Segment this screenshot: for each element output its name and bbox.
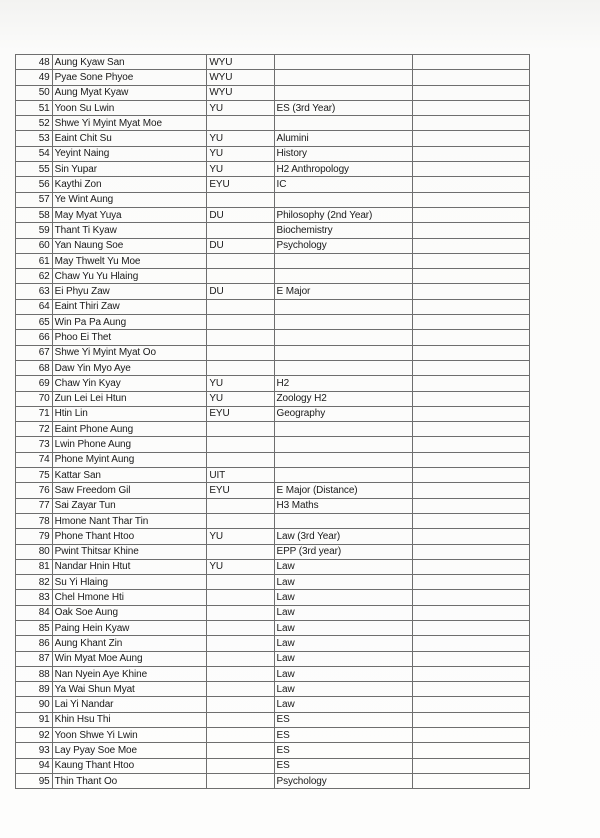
name-cell: Phone Myint Aung bbox=[52, 452, 207, 467]
major-cell bbox=[274, 513, 412, 528]
major-cell: Law bbox=[274, 666, 412, 681]
blank-cell bbox=[412, 146, 529, 161]
table-row bbox=[16, 376, 530, 391]
name-cell: Eaint Chit Su bbox=[52, 131, 207, 146]
blank-cell bbox=[412, 406, 529, 421]
row-number-cell: 55 bbox=[16, 162, 53, 177]
table-row bbox=[16, 131, 530, 146]
university-cell: DU bbox=[207, 238, 274, 253]
name-cell: Yoon Su Lwin bbox=[52, 100, 207, 115]
blank-cell bbox=[412, 315, 529, 330]
major-cell bbox=[274, 437, 412, 452]
table-row bbox=[16, 651, 530, 666]
name-cell: Lay Pyay Soe Moe bbox=[52, 743, 207, 758]
name-cell: Eaint Thiri Zaw bbox=[52, 299, 207, 314]
university-cell bbox=[207, 437, 274, 452]
blank-cell bbox=[412, 697, 529, 712]
table-row bbox=[16, 100, 530, 115]
blank-cell bbox=[412, 192, 529, 207]
name-cell: Khin Hsu Thi bbox=[52, 712, 207, 727]
row-number-cell: 91 bbox=[16, 712, 53, 727]
table-row bbox=[16, 162, 530, 177]
name-cell: Kattar San bbox=[52, 468, 207, 483]
name-cell: Thin Thant Oo bbox=[52, 773, 207, 788]
blank-cell bbox=[412, 162, 529, 177]
blank-cell bbox=[412, 238, 529, 253]
blank-cell bbox=[412, 666, 529, 681]
university-cell: YU bbox=[207, 100, 274, 115]
name-cell: Lai Yi Nandar bbox=[52, 697, 207, 712]
table-row bbox=[16, 513, 530, 528]
row-number-cell: 85 bbox=[16, 620, 53, 635]
major-cell bbox=[274, 315, 412, 330]
row-number-cell: 60 bbox=[16, 238, 53, 253]
table-row bbox=[16, 483, 530, 498]
name-cell: Shwe Yi Myint Myat Moe bbox=[52, 116, 207, 131]
row-number-cell: 94 bbox=[16, 758, 53, 773]
blank-cell bbox=[412, 758, 529, 773]
university-cell bbox=[207, 192, 274, 207]
row-number-cell: 92 bbox=[16, 728, 53, 743]
row-number-cell: 56 bbox=[16, 177, 53, 192]
table-row bbox=[16, 55, 530, 70]
table-row bbox=[16, 682, 530, 697]
row-number-cell: 63 bbox=[16, 284, 53, 299]
row-number-cell: 70 bbox=[16, 391, 53, 406]
row-number-cell: 65 bbox=[16, 315, 53, 330]
row-number-cell: 61 bbox=[16, 253, 53, 268]
blank-cell bbox=[412, 605, 529, 620]
major-cell: Zoology H2 bbox=[274, 391, 412, 406]
blank-cell bbox=[412, 116, 529, 131]
name-cell: Chaw Yu Yu Hlaing bbox=[52, 269, 207, 284]
blank-cell bbox=[412, 743, 529, 758]
row-number-cell: 93 bbox=[16, 743, 53, 758]
blank-cell bbox=[412, 422, 529, 437]
name-cell: Saw Freedom Gil bbox=[52, 483, 207, 498]
name-cell: Yeyint Naing bbox=[52, 146, 207, 161]
university-cell: WYU bbox=[207, 55, 274, 70]
university-cell bbox=[207, 116, 274, 131]
university-cell bbox=[207, 682, 274, 697]
blank-cell bbox=[412, 100, 529, 115]
university-cell bbox=[207, 697, 274, 712]
table-row bbox=[16, 728, 530, 743]
name-cell: Oak Soe Aung bbox=[52, 605, 207, 620]
major-cell: Law bbox=[274, 605, 412, 620]
blank-cell bbox=[412, 712, 529, 727]
row-number-cell: 54 bbox=[16, 146, 53, 161]
name-cell: Aung Kyaw San bbox=[52, 55, 207, 70]
row-number-cell: 78 bbox=[16, 513, 53, 528]
row-number-cell: 59 bbox=[16, 223, 53, 238]
blank-cell bbox=[412, 177, 529, 192]
name-cell: May Myat Yuya bbox=[52, 207, 207, 222]
row-number-cell: 76 bbox=[16, 483, 53, 498]
major-cell bbox=[274, 269, 412, 284]
major-cell bbox=[274, 345, 412, 360]
university-cell: EYU bbox=[207, 177, 274, 192]
blank-cell bbox=[412, 590, 529, 605]
university-cell bbox=[207, 345, 274, 360]
university-cell bbox=[207, 330, 274, 345]
university-cell bbox=[207, 605, 274, 620]
row-number-cell: 77 bbox=[16, 498, 53, 513]
row-number-cell: 82 bbox=[16, 575, 53, 590]
blank-cell bbox=[412, 345, 529, 360]
table-row bbox=[16, 590, 530, 605]
row-number-cell: 50 bbox=[16, 85, 53, 100]
university-cell: WYU bbox=[207, 70, 274, 85]
university-cell bbox=[207, 360, 274, 375]
blank-cell bbox=[412, 284, 529, 299]
blank-cell bbox=[412, 223, 529, 238]
name-cell: Win Myat Moe Aung bbox=[52, 651, 207, 666]
university-cell bbox=[207, 299, 274, 314]
major-cell: Psychology bbox=[274, 773, 412, 788]
blank-cell bbox=[412, 575, 529, 590]
row-number-cell: 71 bbox=[16, 406, 53, 421]
blank-cell bbox=[412, 513, 529, 528]
blank-cell bbox=[412, 330, 529, 345]
major-cell: H3 Maths bbox=[274, 498, 412, 513]
name-cell: Eaint Phone Aung bbox=[52, 422, 207, 437]
university-cell bbox=[207, 544, 274, 559]
blank-cell bbox=[412, 773, 529, 788]
table-row bbox=[16, 360, 530, 375]
table-row bbox=[16, 146, 530, 161]
blank-cell bbox=[412, 529, 529, 544]
row-number-cell: 75 bbox=[16, 468, 53, 483]
university-cell bbox=[207, 269, 274, 284]
name-cell: Phoo Ei Thet bbox=[52, 330, 207, 345]
major-cell bbox=[274, 192, 412, 207]
row-number-cell: 49 bbox=[16, 70, 53, 85]
university-cell bbox=[207, 728, 274, 743]
major-cell: Law bbox=[274, 636, 412, 651]
university-cell bbox=[207, 651, 274, 666]
major-cell bbox=[274, 468, 412, 483]
table-row bbox=[16, 468, 530, 483]
roster-table-body bbox=[16, 55, 530, 789]
major-cell: Philosophy (2nd Year) bbox=[274, 207, 412, 222]
row-number-cell: 84 bbox=[16, 605, 53, 620]
name-cell: Kaythi Zon bbox=[52, 177, 207, 192]
name-cell: Yoon Shwe Yi Lwin bbox=[52, 728, 207, 743]
university-cell bbox=[207, 422, 274, 437]
blank-cell bbox=[412, 483, 529, 498]
row-number-cell: 81 bbox=[16, 559, 53, 574]
major-cell: IC bbox=[274, 177, 412, 192]
university-cell: YU bbox=[207, 131, 274, 146]
row-number-cell: 67 bbox=[16, 345, 53, 360]
university-cell bbox=[207, 498, 274, 513]
major-cell: ES bbox=[274, 728, 412, 743]
major-cell: ES (3rd Year) bbox=[274, 100, 412, 115]
name-cell: Lwin Phone Aung bbox=[52, 437, 207, 452]
table-row bbox=[16, 269, 530, 284]
table-row bbox=[16, 712, 530, 727]
blank-cell bbox=[412, 651, 529, 666]
table-row bbox=[16, 437, 530, 452]
university-cell: DU bbox=[207, 284, 274, 299]
major-cell: E Major bbox=[274, 284, 412, 299]
major-cell: Law bbox=[274, 651, 412, 666]
major-cell bbox=[274, 452, 412, 467]
major-cell: ES bbox=[274, 758, 412, 773]
row-number-cell: 80 bbox=[16, 544, 53, 559]
name-cell: Ye Wint Aung bbox=[52, 192, 207, 207]
major-cell: ES bbox=[274, 743, 412, 758]
name-cell: Nan Nyein Aye Khine bbox=[52, 666, 207, 681]
blank-cell bbox=[412, 85, 529, 100]
name-cell: Su Yi Hlaing bbox=[52, 575, 207, 590]
table-row bbox=[16, 406, 530, 421]
blank-cell bbox=[412, 468, 529, 483]
university-cell: EYU bbox=[207, 483, 274, 498]
row-number-cell: 58 bbox=[16, 207, 53, 222]
university-cell bbox=[207, 513, 274, 528]
blank-cell bbox=[412, 391, 529, 406]
blank-cell bbox=[412, 620, 529, 635]
major-cell: Law bbox=[274, 682, 412, 697]
table-row bbox=[16, 559, 530, 574]
table-row bbox=[16, 284, 530, 299]
blank-cell bbox=[412, 131, 529, 146]
university-cell: EYU bbox=[207, 406, 274, 421]
major-cell bbox=[274, 70, 412, 85]
table-row bbox=[16, 299, 530, 314]
table-row bbox=[16, 85, 530, 100]
name-cell: Ya Wai Shun Myat bbox=[52, 682, 207, 697]
table-row bbox=[16, 620, 530, 635]
table-row bbox=[16, 636, 530, 651]
row-number-cell: 53 bbox=[16, 131, 53, 146]
major-cell: ES bbox=[274, 712, 412, 727]
row-number-cell: 69 bbox=[16, 376, 53, 391]
major-cell: Law bbox=[274, 697, 412, 712]
name-cell: Zun Lei Lei Htun bbox=[52, 391, 207, 406]
blank-cell bbox=[412, 360, 529, 375]
major-cell bbox=[274, 299, 412, 314]
blank-cell bbox=[412, 269, 529, 284]
name-cell: Pwint Thitsar Khine bbox=[52, 544, 207, 559]
name-cell: Kaung Thant Htoo bbox=[52, 758, 207, 773]
row-number-cell: 52 bbox=[16, 116, 53, 131]
row-number-cell: 88 bbox=[16, 666, 53, 681]
row-number-cell: 90 bbox=[16, 697, 53, 712]
name-cell: Thant Ti Kyaw bbox=[52, 223, 207, 238]
row-number-cell: 66 bbox=[16, 330, 53, 345]
university-cell: YU bbox=[207, 376, 274, 391]
university-cell bbox=[207, 743, 274, 758]
university-cell bbox=[207, 575, 274, 590]
university-cell: UIT bbox=[207, 468, 274, 483]
name-cell: Chaw Yin Kyay bbox=[52, 376, 207, 391]
name-cell: Nandar Hnin Htut bbox=[52, 559, 207, 574]
blank-cell bbox=[412, 452, 529, 467]
row-number-cell: 89 bbox=[16, 682, 53, 697]
university-cell: WYU bbox=[207, 85, 274, 100]
blank-cell bbox=[412, 559, 529, 574]
university-cell bbox=[207, 452, 274, 467]
name-cell: Pyae Sone Phyoe bbox=[52, 70, 207, 85]
name-cell: Daw Yin Myo Aye bbox=[52, 360, 207, 375]
university-cell: YU bbox=[207, 146, 274, 161]
name-cell: Sin Yupar bbox=[52, 162, 207, 177]
row-number-cell: 83 bbox=[16, 590, 53, 605]
major-cell: Psychology bbox=[274, 238, 412, 253]
table-row bbox=[16, 223, 530, 238]
row-number-cell: 74 bbox=[16, 452, 53, 467]
table-row bbox=[16, 452, 530, 467]
row-number-cell: 51 bbox=[16, 100, 53, 115]
university-cell bbox=[207, 253, 274, 268]
blank-cell bbox=[412, 299, 529, 314]
name-cell: Sai Zayar Tun bbox=[52, 498, 207, 513]
name-cell: Chel Hmone Hti bbox=[52, 590, 207, 605]
row-number-cell: 86 bbox=[16, 636, 53, 651]
row-number-cell: 72 bbox=[16, 422, 53, 437]
name-cell: Shwe Yi Myint Myat Oo bbox=[52, 345, 207, 360]
university-cell: DU bbox=[207, 207, 274, 222]
table-row bbox=[16, 544, 530, 559]
major-cell bbox=[274, 330, 412, 345]
major-cell: E Major (Distance) bbox=[274, 483, 412, 498]
university-cell: YU bbox=[207, 162, 274, 177]
name-cell: Htin Lin bbox=[52, 406, 207, 421]
table-row bbox=[16, 575, 530, 590]
major-cell: Law bbox=[274, 590, 412, 605]
row-number-cell: 48 bbox=[16, 55, 53, 70]
table-row bbox=[16, 238, 530, 253]
row-number-cell: 64 bbox=[16, 299, 53, 314]
major-cell: Law bbox=[274, 575, 412, 590]
university-cell bbox=[207, 758, 274, 773]
name-cell: May Thwelt Yu Moe bbox=[52, 253, 207, 268]
table-row bbox=[16, 330, 530, 345]
table-row bbox=[16, 253, 530, 268]
major-cell bbox=[274, 422, 412, 437]
university-cell bbox=[207, 773, 274, 788]
major-cell: H2 bbox=[274, 376, 412, 391]
name-cell: Phone Thant Htoo bbox=[52, 529, 207, 544]
major-cell: H2 Anthropology bbox=[274, 162, 412, 177]
university-cell bbox=[207, 666, 274, 681]
name-cell: Hmone Nant Thar Tin bbox=[52, 513, 207, 528]
university-cell bbox=[207, 712, 274, 727]
row-number-cell: 79 bbox=[16, 529, 53, 544]
row-number-cell: 68 bbox=[16, 360, 53, 375]
major-cell bbox=[274, 85, 412, 100]
university-cell bbox=[207, 223, 274, 238]
table-row bbox=[16, 666, 530, 681]
blank-cell bbox=[412, 544, 529, 559]
major-cell: Biochemistry bbox=[274, 223, 412, 238]
name-cell: Paing Hein Kyaw bbox=[52, 620, 207, 635]
blank-cell bbox=[412, 207, 529, 222]
table-row bbox=[16, 697, 530, 712]
name-cell: Yan Naung Soe bbox=[52, 238, 207, 253]
table-row bbox=[16, 207, 530, 222]
blank-cell bbox=[412, 376, 529, 391]
blank-cell bbox=[412, 498, 529, 513]
major-cell: Law (3rd Year) bbox=[274, 529, 412, 544]
row-number-cell: 73 bbox=[16, 437, 53, 452]
blank-cell bbox=[412, 682, 529, 697]
blank-cell bbox=[412, 253, 529, 268]
table-row bbox=[16, 758, 530, 773]
row-number-cell: 57 bbox=[16, 192, 53, 207]
major-cell bbox=[274, 116, 412, 131]
table-row bbox=[16, 345, 530, 360]
table-row bbox=[16, 529, 530, 544]
university-cell bbox=[207, 590, 274, 605]
name-cell: Aung Khant Zin bbox=[52, 636, 207, 651]
blank-cell bbox=[412, 55, 529, 70]
major-cell: Alumini bbox=[274, 131, 412, 146]
major-cell: Geography bbox=[274, 406, 412, 421]
major-cell: Law bbox=[274, 620, 412, 635]
major-cell: EPP (3rd year) bbox=[274, 544, 412, 559]
blank-cell bbox=[412, 636, 529, 651]
table-row bbox=[16, 498, 530, 513]
row-number-cell: 62 bbox=[16, 269, 53, 284]
major-cell: Law bbox=[274, 559, 412, 574]
table-row bbox=[16, 70, 530, 85]
university-cell bbox=[207, 315, 274, 330]
table-row bbox=[16, 605, 530, 620]
name-cell: Win Pa Pa Aung bbox=[52, 315, 207, 330]
major-cell bbox=[274, 55, 412, 70]
table-row bbox=[16, 391, 530, 406]
blank-cell bbox=[412, 728, 529, 743]
name-cell: Aung Myat Kyaw bbox=[52, 85, 207, 100]
table-row bbox=[16, 422, 530, 437]
blank-cell bbox=[412, 437, 529, 452]
university-cell bbox=[207, 620, 274, 635]
row-number-cell: 87 bbox=[16, 651, 53, 666]
major-cell bbox=[274, 253, 412, 268]
table-row bbox=[16, 773, 530, 788]
name-cell: Ei Phyu Zaw bbox=[52, 284, 207, 299]
table-row bbox=[16, 192, 530, 207]
blank-cell bbox=[412, 70, 529, 85]
university-cell bbox=[207, 636, 274, 651]
major-cell: History bbox=[274, 146, 412, 161]
university-cell: YU bbox=[207, 559, 274, 574]
roster-table bbox=[15, 54, 530, 789]
table-row bbox=[16, 177, 530, 192]
major-cell bbox=[274, 360, 412, 375]
university-cell: YU bbox=[207, 529, 274, 544]
table-row bbox=[16, 116, 530, 131]
university-cell: YU bbox=[207, 391, 274, 406]
row-number-cell: 95 bbox=[16, 773, 53, 788]
table-row bbox=[16, 315, 530, 330]
table-row bbox=[16, 743, 530, 758]
